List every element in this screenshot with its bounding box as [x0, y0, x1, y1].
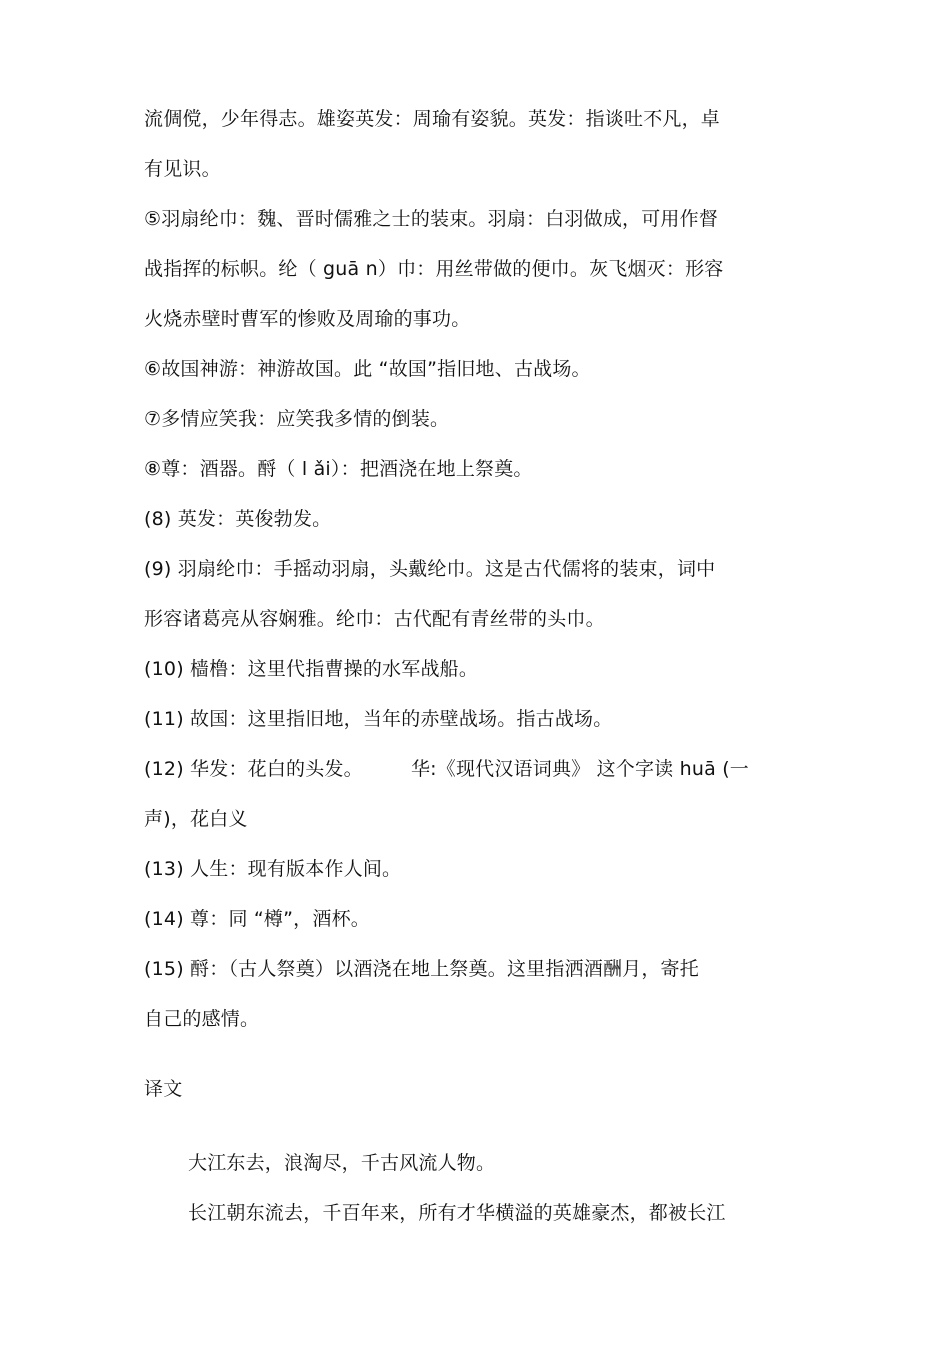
text-line: ⑥故国神游：神游故国。此 “故国”指旧地、古战场。 — [144, 358, 591, 380]
text-line: (9) 羽扇纶巾：手摇动羽扇，头戴纶巾。这是古代儒将的装束，词中 — [144, 558, 716, 580]
text-line: (14) 尊：同 “樽”，酒杯。 — [144, 908, 370, 930]
text-line: ⑦多情应笑我：应笑我多情的倒装。 — [144, 408, 450, 430]
text-line: (11) 故国：这里指旧地，当年的赤壁战场。指古战场。 — [144, 708, 613, 730]
text-line: ⑧尊：酒器。酹（ l ǎi）：把酒浇在地上祭奠。 — [144, 458, 533, 480]
text-line: 形容诸葛亮从容娴雅。纶巾：古代配有青丝带的头巾。 — [144, 608, 605, 630]
text-line: 火烧赤壁时曹军的惨败及周瑜的事功。 — [144, 308, 471, 330]
text-line: (8) 英发：英俊勃发。 — [144, 508, 332, 530]
text-line: 流倜傥，少年得志。雄姿英发：周瑜有姿貌。英发：指谈吐不凡，卓 — [144, 108, 721, 130]
text-line: 有见识。 — [144, 158, 221, 180]
text-line: 战指挥的标帜。纶（ guā n）巾：用丝带做的便巾。灰飞烟灭：形容 — [144, 258, 724, 280]
text-line: 声)，花白义 — [144, 808, 248, 830]
text-line: (13) 人生：现有版本作人间。 — [144, 858, 402, 880]
text-line: (10) 樯橹：这里代指曹操的水军战船。 — [144, 658, 479, 680]
translation-heading: 译文 — [144, 1078, 183, 1100]
text-line: (15) 酹：（古人祭奠）以酒浇在地上祭奠。这里指洒酒酬月，寄托 — [144, 958, 699, 980]
text-line: ⑤羽扇纶巾：魏、晋时儒雅之士的装束。羽扇：白羽做成，可用作督 — [144, 208, 719, 230]
text-line: 自己的感情。 — [144, 1008, 260, 1030]
translation-line: 长江朝东流去，千百年来，所有才华横溢的英雄豪杰，都被长江 — [188, 1202, 726, 1224]
translation-line: 大江东去，浪淘尽，千古风流人物。 — [188, 1152, 496, 1174]
text-line: (12) 华发：花白的头发。 华:《现代汉语词典》 这个字读 huā (一 — [144, 758, 750, 780]
